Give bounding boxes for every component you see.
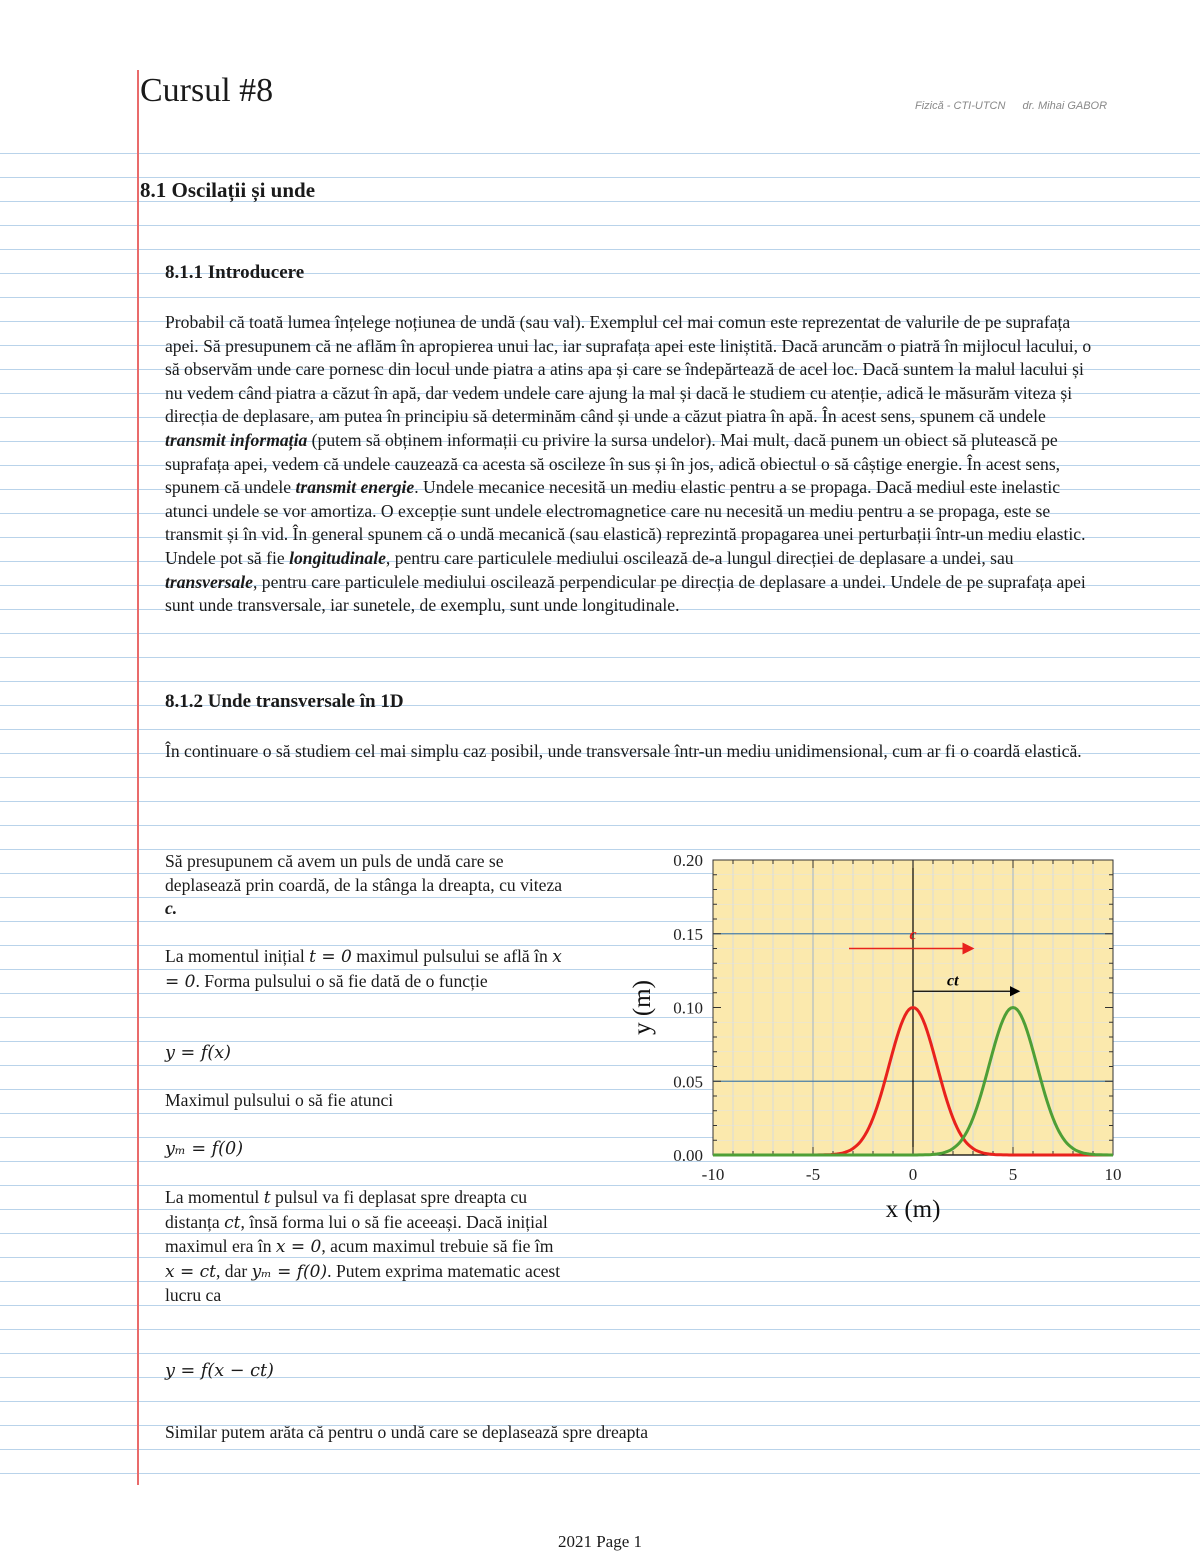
math-t0: t = 0 (309, 947, 352, 967)
intro-text-4: , pentru care particulele mediului oscilează de-a lungul direcției de deplasare a undei, sau (385, 547, 1014, 568)
math-x0: x = 0 (165, 947, 562, 992)
text: , însă forma lui o să fie aceeași. Dacă inițial maximul era în (165, 1211, 548, 1257)
equation-wave: y = f(x − ct) (165, 1361, 274, 1381)
text: La momentul (165, 1187, 264, 1207)
x-tick-label: 10 (1104, 1165, 1122, 1184)
y-tick-label: 0.15 (673, 924, 703, 944)
emphasis-transmit-info: transmit informația (165, 429, 308, 450)
margin-line (137, 70, 139, 1485)
emphasis-longitudinal: longitudinale (289, 547, 386, 568)
text: La momentul inițial (165, 946, 310, 966)
section-title: 8.1 Oscilații și unde (140, 178, 316, 202)
y-axis-label: y (m) (629, 980, 656, 1035)
equation-ym: yₘ = f(0) (165, 1139, 244, 1159)
intro-text-2: (putem să obținem informații cu privire la sursa undelor). Mai mult, dacă punem un obiect să plutească pe suprafața apei, vedem că undele cauzează ca acesta să oscileze în sus și în jos, adică obiectul o să câștige energie. În acest sens, spunem că undele (165, 429, 1061, 498)
intro-text-3: . Undele mecanice necesită un mediu elastic pentru a se propaga. Dacă mediul este inelastic atunci undele se vor amortiza. O excepție sunt undele electromagnetice care nu necesită un mediu pentru a se propaga, este se transmit și în vid. În general spunem că o undă mecanică (sau elastică) reprezintă propagarea unei perturbații într-un mediu elastic. Undele pot să fie (165, 477, 1086, 568)
math-xct: x = ct (165, 1261, 216, 1282)
displacement-label: ct (947, 972, 959, 990)
author-name: dr. Mihai GABOR (1022, 100, 1108, 112)
math-t: t (263, 1188, 271, 1208)
displacement-text (165, 1186, 565, 1308)
text: , acum maximul trebuie să fie îm (321, 1236, 554, 1257)
intro-paragraph (165, 311, 1100, 618)
transverse-intro: În continuare o să studiem cel mai simplu caz posibil, unde transversale într-un mediu unidimensional, cum ar fi o coardă elastică. (165, 741, 1082, 761)
closing-text: Similar putem arăta că pentru o undă care se deplasează spre dreapta (165, 1422, 649, 1442)
y-tick-label: 0.10 (673, 998, 703, 1018)
text: maximul pulsului se află în (351, 946, 553, 966)
emphasis-transversal: transversale (165, 571, 253, 592)
text: . Forma pulsului o să fie dată de o funcție (195, 970, 488, 991)
equation-y-fx: y = f(x) (165, 1043, 232, 1063)
x-tick-label: -10 (701, 1165, 725, 1184)
x-tick-label: 5 (1008, 1165, 1018, 1184)
x-axis-label: x (m) (885, 1196, 941, 1223)
velocity-symbol: c. (165, 898, 178, 919)
math-ym: yₘ = f(0) (251, 1261, 328, 1282)
subsection-title-intro: 8.1.1 Introducere (165, 262, 305, 283)
max-pulse-text: Maximul pulsului o să fie atunci (165, 1090, 394, 1110)
text: , dar (216, 1260, 252, 1281)
page-title: Cursul #8 (140, 72, 274, 109)
pulse-description (165, 850, 565, 921)
header-meta (915, 100, 1121, 112)
emphasis-transmit-energy: transmit energie (295, 477, 415, 498)
page-footer: 2021 Page 1 (557, 1532, 643, 1551)
text: . Putem exprima matematic acest lucru ca (165, 1260, 561, 1306)
x-tick-label: 0 (908, 1165, 918, 1184)
intro-text-1: Probabil că toată lumea înțelege noțiunea de undă (sau val). Exemplul cel mai comun este reprezentat de valurile de pe suprafața apei. Să presupunem că ne aflăm în apropierea unui lac, iar suprafața apei este liniștită. Dacă aruncăm o piatră în mijlocul lacului, o să observăm unde care pornesc din locul unde piatra a atins apa și care se îndepărtează de acel loc. Dacă suntem la malul lacului și nu vedem când piatra a căzut în apă, dar vedem undele care ajung la mal și dacă le studiem cu atenție, adică le măsurăm viteza și direcția de deplasare, am putea în principiu să determinăm când și unde a căzut piatra în apă. În acest sens, spunem că undele (165, 312, 1092, 427)
text: pulsul va fi deplasat spre dreapta cu distanța (165, 1187, 528, 1232)
pulse-chart (620, 845, 1150, 1265)
x-tick-label: -5 (805, 1165, 821, 1184)
subsection-title-1d: 8.1.2 Unde transversale în 1D (165, 691, 404, 712)
y-tick-label: 0.20 (673, 851, 703, 870)
y-tick-label: 0.05 (673, 1072, 703, 1092)
velocity-label: c (909, 926, 917, 944)
intro-text-5: , pentru care particulele mediului oscilează perpendicular pe direcția de deplasare a undei. Undele de pe suprafața apei sunt unde transversale, iar sunetele, de exemplu, sunt unde longitudinale. (165, 571, 1086, 616)
math-x0: x = 0 (275, 1237, 322, 1258)
initial-moment (165, 945, 565, 994)
text: Să presupunem că avem un puls de undă care se deplasează prin coardă, de la stânga la dreapta, cu viteza (165, 851, 563, 895)
course-name: Fizică - CTI-UTCN (915, 100, 1006, 112)
y-tick-label: 0.00 (673, 1146, 703, 1165)
math-ct: ct (224, 1212, 241, 1233)
